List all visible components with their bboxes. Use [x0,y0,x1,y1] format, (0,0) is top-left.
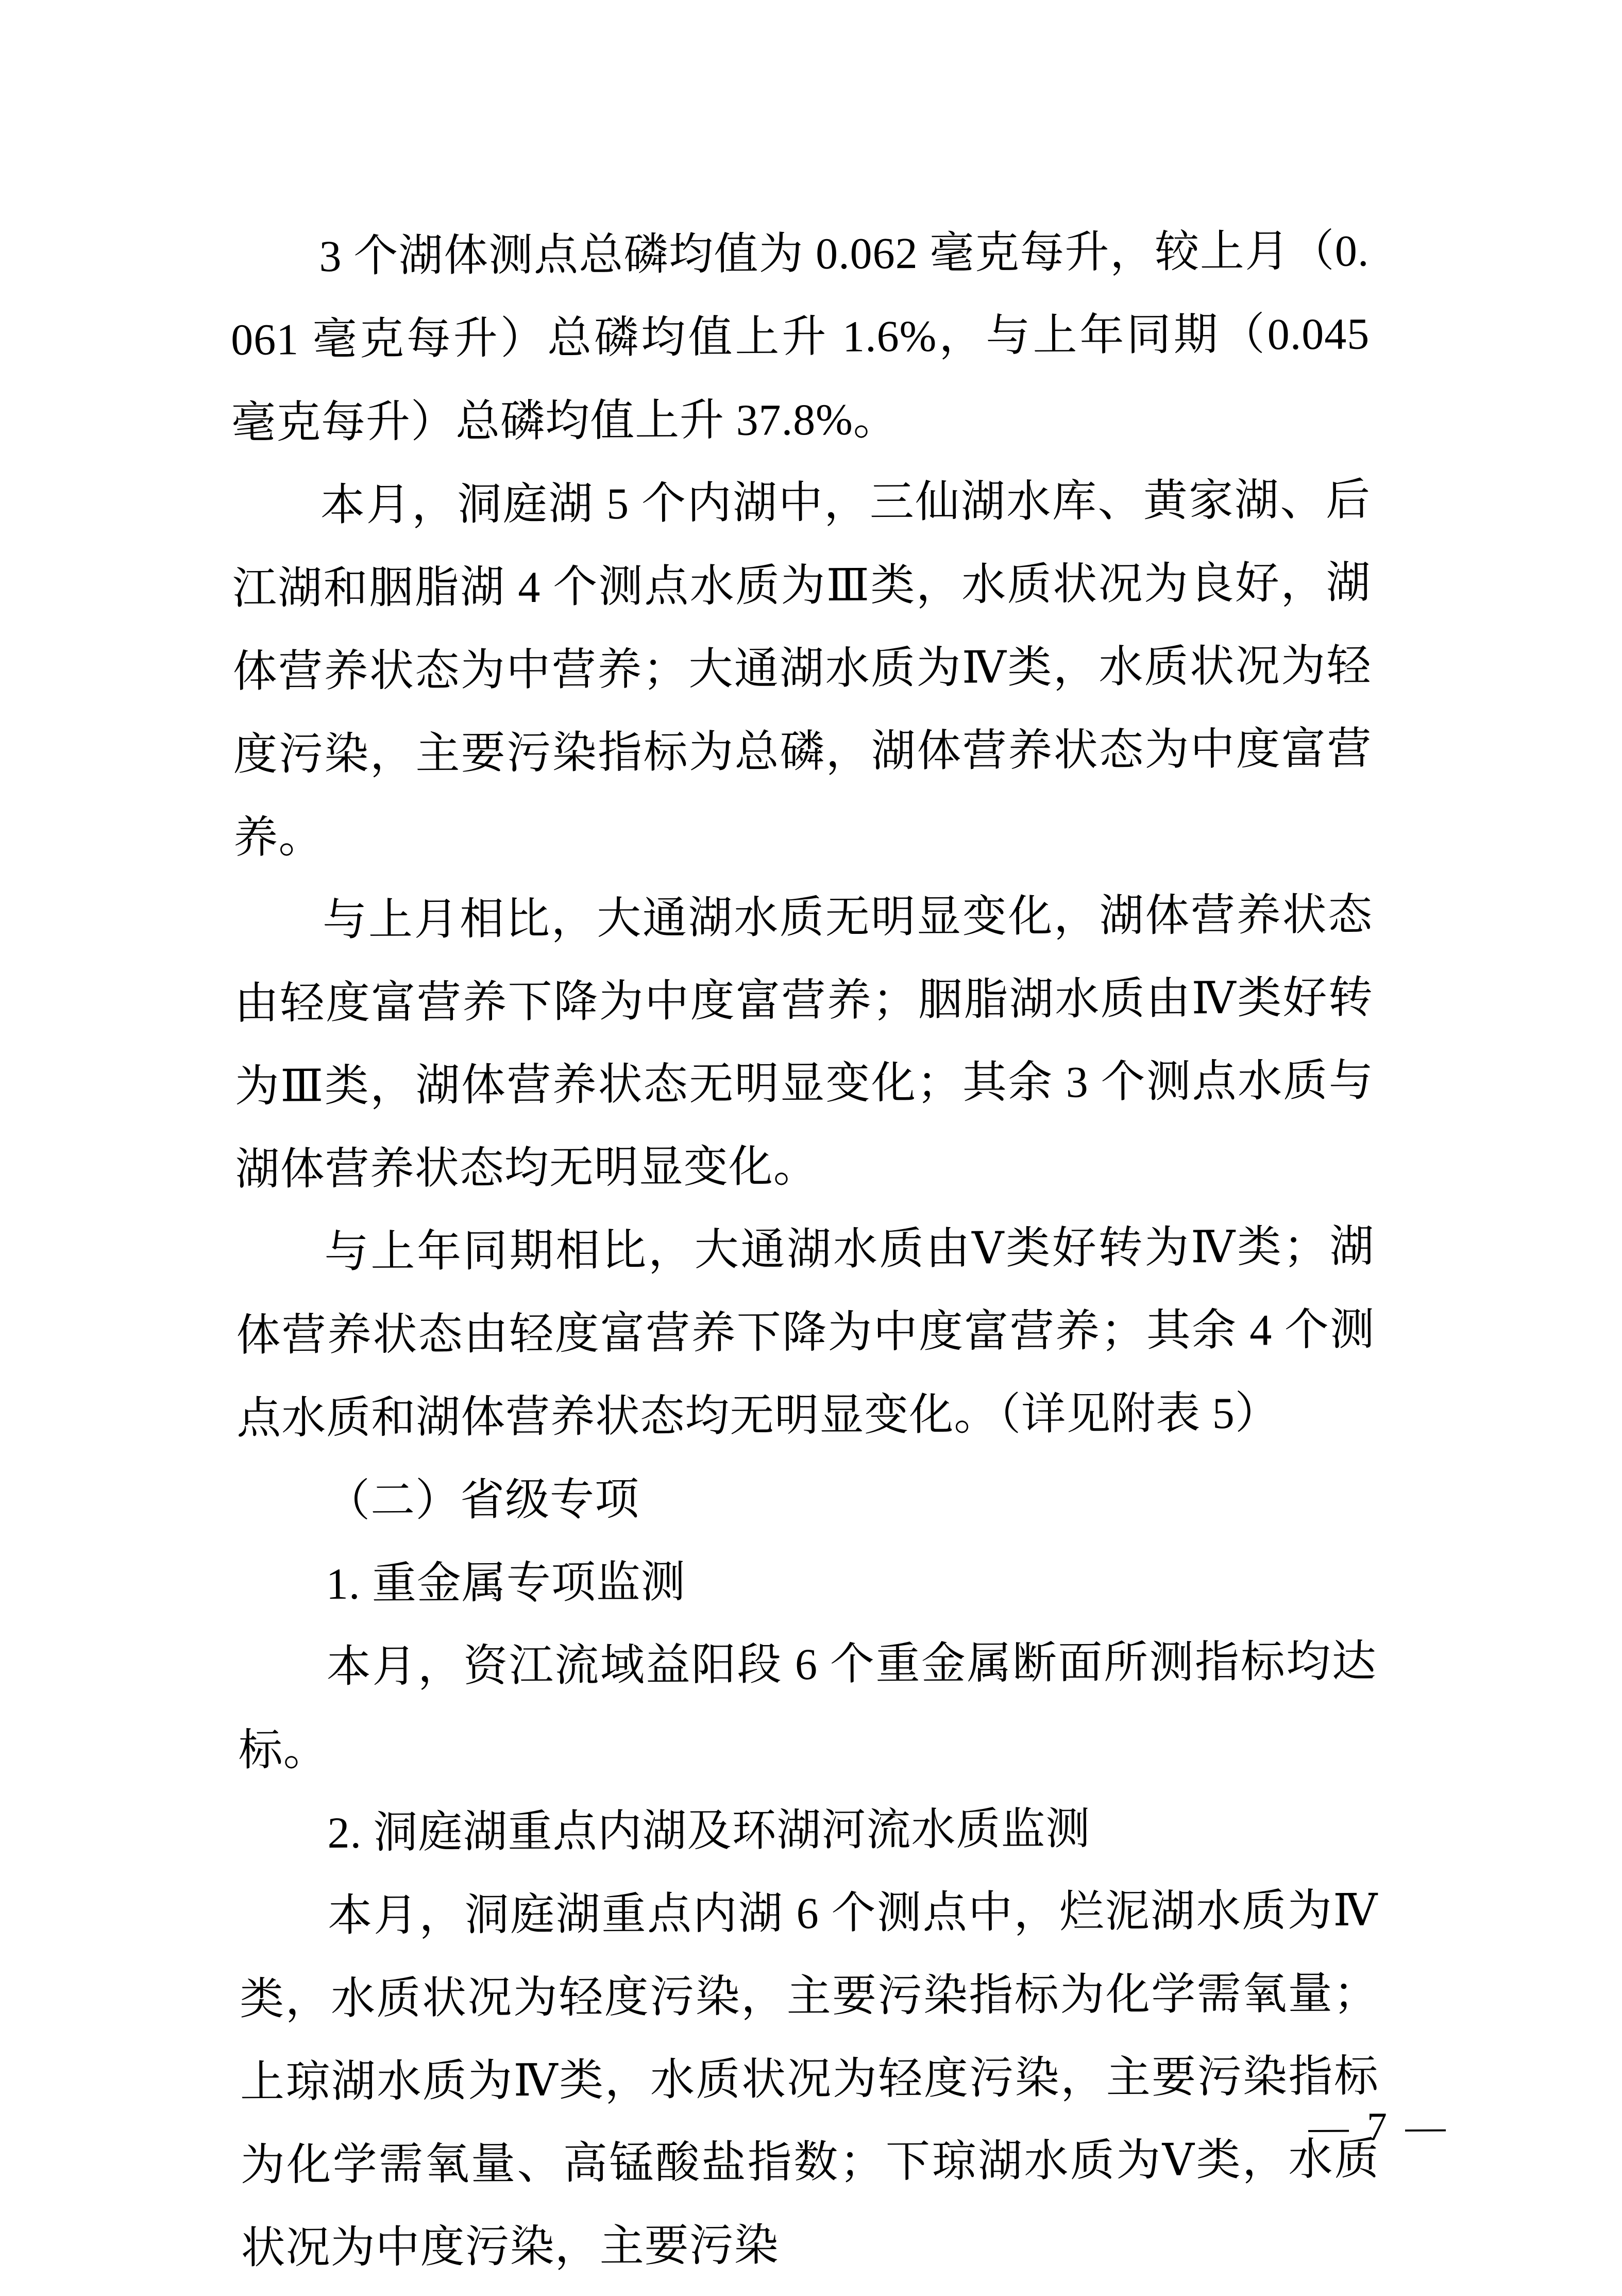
page-number: — 7 — [1308,2103,1450,2150]
heading-provincial-special: （二）省级专项 [325,1474,640,1526]
paragraph-lake-total-phosphorus: 3 个湖体测点总磷均值为 0.062 毫克每升，较上月（0.061 毫克每升）总磷均值上升 1.6%，与上年同期（0.045 毫克每升）总磷均值上升 37.8%。 [231,226,1370,447]
heading-key-inner-lakes-monitoring: 2. 洞庭湖重点内湖及环湖河流水质监测 [327,1804,1091,1858]
paragraph-month-comparison: 与上月相比，大通湖水质无明显变化，湖体营养状态由轻度富营养下降为中度富营养；胭脂湖水质由Ⅳ类好转为Ⅲ类，湖体营养状态无明显变化；其余 3 个测点水质与湖体营养状态均无明显变化。 [234,890,1374,1194]
body-text [230,209,1380,2290]
heading-heavy-metal-monitoring: 1. 重金属专项监测 [326,1557,686,1609]
paragraph-year-comparison: 与上年同期相比，大通湖水质由Ⅴ类好转为Ⅳ类；湖体营养状态由轻度富营养下降为中度富营养；其余 4 个测点水质和湖体营养状态均无明显变化。（详见附表 5） [236,1221,1375,1443]
paragraph-inner-lakes-overview: 本月，洞庭湖 5 个内湖中，三仙湖水库、黄家湖、后江湖和胭脂湖 4 个测点水质为Ⅲ类，水质状况为良好，湖体营养状态为中营养；大通湖水质为Ⅳ类，水质状况为轻度污染，主要污染指标为总磷，湖体营养状态为中度富营养。 [232,475,1372,862]
paragraph-heavy-metal-result: 本月，资江流域益阳段 6 个重金属断面所测指标均达标。 [238,1636,1377,1775]
paragraph-key-inner-lakes-result: 本月，洞庭湖重点内湖 6 个测点中，烂泥湖水质为Ⅳ类，水质状况为轻度污染，主要污染指标为化学需氧量；上琼湖水质为Ⅳ类，水质状况为轻度污染，主要污染指标为化学需氧量、高锰酸盐指数；下琼湖水质为Ⅴ类，水质状况为中度污染，主要污染 [239,1885,1380,2273]
